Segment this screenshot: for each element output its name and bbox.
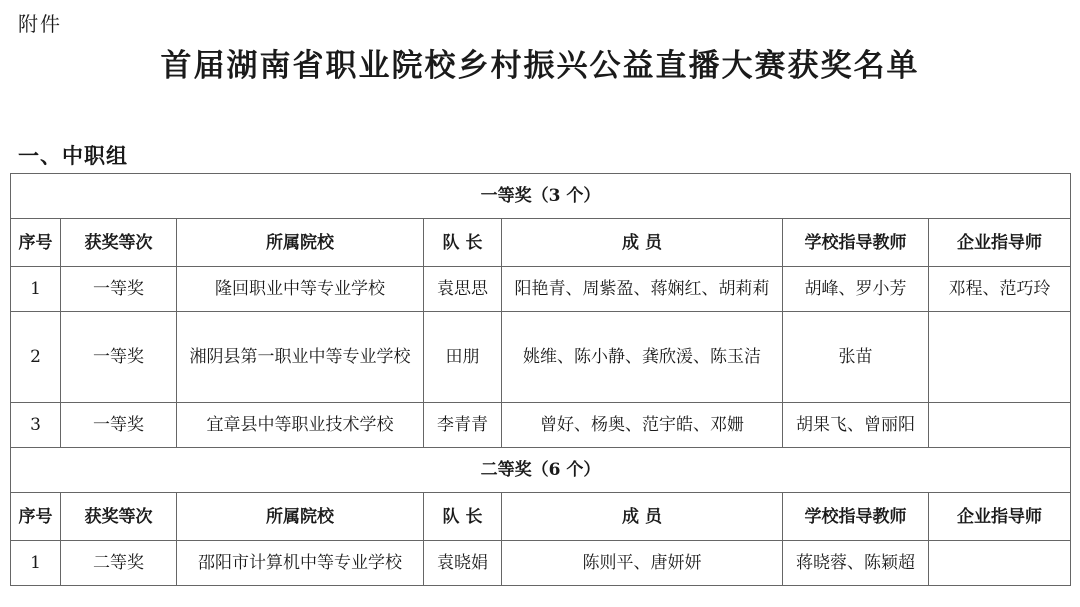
cell-captain: 田朋 <box>424 312 502 403</box>
cell-no: 2 <box>11 312 61 403</box>
cell-teacher: 张苗 <box>783 312 929 403</box>
table-row <box>11 312 1071 403</box>
col-header-captain: 队 长 <box>424 493 502 541</box>
table-row <box>11 541 1071 586</box>
cell-school: 宜章县中等职业技术学校 <box>177 403 424 448</box>
cell-mentor: 邓程、范巧玲 <box>929 267 1071 312</box>
group-band-row <box>11 174 1071 219</box>
group-band-first-prize: 一等奖（3 个） <box>11 174 1071 219</box>
page-title: 首届湖南省职业院校乡村振兴公益直播大赛获奖名单 <box>160 48 920 84</box>
cell-captain: 李青青 <box>424 403 502 448</box>
cell-teacher: 蒋晓蓉、陈颖超 <box>783 541 929 586</box>
cell-mentor <box>929 541 1071 586</box>
table-row <box>11 403 1071 448</box>
header-row <box>11 219 1071 267</box>
cell-no: 3 <box>11 403 61 448</box>
cell-no: 1 <box>11 541 61 586</box>
cell-members: 姚维、陈小静、龚欣湲、陈玉洁 <box>502 312 783 403</box>
cell-members: 曾好、杨奥、范宇皓、邓姗 <box>502 403 783 448</box>
col-header-members: 成 员 <box>502 219 783 267</box>
cell-level: 二等奖 <box>61 541 177 586</box>
cell-mentor <box>929 312 1071 403</box>
col-header-captain: 队 长 <box>424 219 502 267</box>
col-header-level: 获奖等次 <box>61 493 177 541</box>
col-header-no: 序号 <box>11 219 61 267</box>
section-heading: 一、中职组 <box>18 144 128 168</box>
awards-table <box>10 173 1071 586</box>
col-header-mentor: 企业指导师 <box>929 219 1071 267</box>
cell-mentor <box>929 403 1071 448</box>
group-band-row <box>11 448 1071 493</box>
cell-level: 一等奖 <box>61 267 177 312</box>
cell-school: 隆回职业中等专业学校 <box>177 267 424 312</box>
col-header-level: 获奖等次 <box>61 219 177 267</box>
cell-no: 1 <box>11 267 61 312</box>
cell-captain: 袁思思 <box>424 267 502 312</box>
col-header-school: 所属院校 <box>177 219 424 267</box>
col-header-school: 所属院校 <box>177 493 424 541</box>
col-header-mentor: 企业指导师 <box>929 493 1071 541</box>
group-band-second-prize: 二等奖（6 个） <box>11 448 1071 493</box>
col-header-teacher: 学校指导教师 <box>783 493 929 541</box>
cell-captain: 袁晓娟 <box>424 541 502 586</box>
cell-members: 阳艳青、周紫盈、蒋娴红、胡莉莉 <box>502 267 783 312</box>
table-row <box>11 267 1071 312</box>
cell-school: 邵阳市计算机中等专业学校 <box>177 541 424 586</box>
cell-school: 湘阴县第一职业中等专业学校 <box>177 312 424 403</box>
cell-level: 一等奖 <box>61 312 177 403</box>
cell-teacher: 胡峰、罗小芳 <box>783 267 929 312</box>
col-header-members: 成 员 <box>502 493 783 541</box>
cell-level: 一等奖 <box>61 403 177 448</box>
col-header-teacher: 学校指导教师 <box>783 219 929 267</box>
attachment-label: 附件 <box>18 12 62 36</box>
col-header-no: 序号 <box>11 493 61 541</box>
header-row <box>11 493 1071 541</box>
cell-members: 陈则平、唐妍妍 <box>502 541 783 586</box>
cell-teacher: 胡果飞、曾丽阳 <box>783 403 929 448</box>
